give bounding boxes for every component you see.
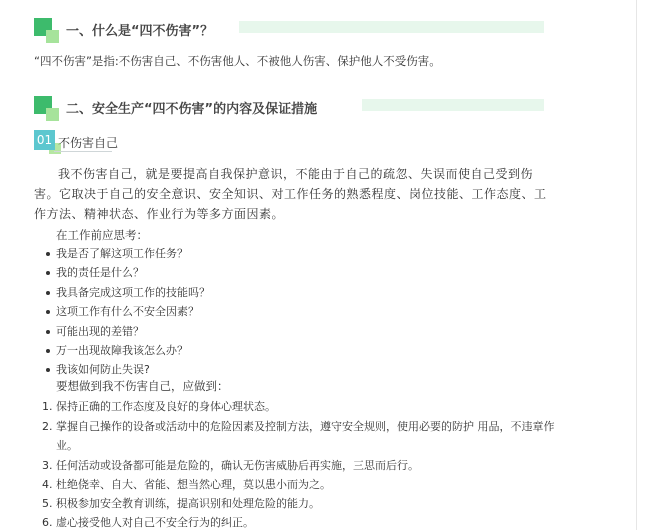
- list-item: 万一出现故障我该怎么办？: [46, 341, 210, 360]
- subsection-number-badge: 01: [34, 130, 55, 150]
- list-number: 4.: [42, 478, 53, 491]
- list-item: 我是否了解这项工作任务？: [46, 244, 210, 263]
- intro-paragraph-line-1: 我不伤害自己，就是要提高自我保护意识，不能由于自己的疏忽、失误而使自己受到伤: [58, 167, 534, 181]
- list-number: 1.: [42, 400, 53, 413]
- list-item: 可能出现的差错？: [46, 322, 210, 341]
- list-item: [42, 475, 556, 494]
- section-title-bar: [239, 21, 544, 33]
- section-1-title: 一、什么是“四不伤害”？: [66, 24, 214, 39]
- list-item: [42, 417, 556, 455]
- list-text: 保持正确的工作态度及良好的身体心理状态。: [56, 400, 276, 413]
- subsection-label: 不伤害自己: [58, 136, 119, 150]
- list-text: 任何活动或设备都可能是危险的，确认无伤害威胁后再实施，三思而后行。: [56, 459, 419, 472]
- section-title-bar: [362, 99, 544, 111]
- intro-paragraph-line-3: 作方法、精神状态、作业行为等多方面因素。: [34, 207, 285, 221]
- section-1-header: [34, 18, 544, 46]
- list-text: 杜绝侥幸、自大、省能、想当然心理，莫以患小而为之。: [56, 478, 331, 491]
- list-number: 6.: [42, 516, 53, 529]
- before-work-heading: 在工作前应思考：: [56, 228, 148, 242]
- list-number: 2.: [42, 420, 53, 433]
- list-item: [42, 513, 556, 532]
- list-number: 5.: [42, 497, 53, 510]
- section-square-accent-icon: [46, 108, 59, 121]
- section-square-accent-icon: [46, 30, 59, 43]
- list-item: 我具备完成这项工作的技能吗？: [46, 283, 210, 302]
- todo-heading: 要想做到我不伤害自己，应做到：: [56, 379, 229, 393]
- list-item: [42, 494, 556, 513]
- list-item: [42, 397, 556, 416]
- list-text: 积极参加安全教育训练，提高识别和处理危险的能力。: [56, 497, 320, 510]
- questions-list: [46, 244, 210, 380]
- todo-list: [42, 397, 556, 532]
- list-text: 掌握自己操作的设备或活动中的危险因素及控制方法，遵守安全规则，使用必要的防护 用品，不违章作业。: [56, 420, 555, 452]
- list-item: 我该如何防止失误?: [46, 360, 210, 379]
- list-number: 3.: [42, 459, 53, 472]
- list-item: 这项工作有什么不安全因素？: [46, 302, 210, 321]
- list-text: 虚心接受他人对自己不安全行为的纠正。: [56, 516, 254, 529]
- section-2-title: 二、安全生产“四不伤害”的内容及保证措施: [66, 102, 318, 117]
- list-item: 我的责任是什么？: [46, 263, 210, 282]
- page-edge-divider: [636, 0, 637, 530]
- intro-paragraph-line-2: 害。它取决于自己的安全意识、安全知识、对工作任务的熟悉程度、岗位技能、工作态度、工: [34, 187, 547, 201]
- subsection-header: [34, 130, 234, 156]
- subsection-underline: [54, 151, 112, 152]
- list-item: [42, 456, 556, 475]
- section-2-header: [34, 96, 544, 124]
- definition-text: “四不伤害”是指:不伤害自己、不伤害他人、不被他人伤害、保护他人不受伤害。: [34, 54, 441, 68]
